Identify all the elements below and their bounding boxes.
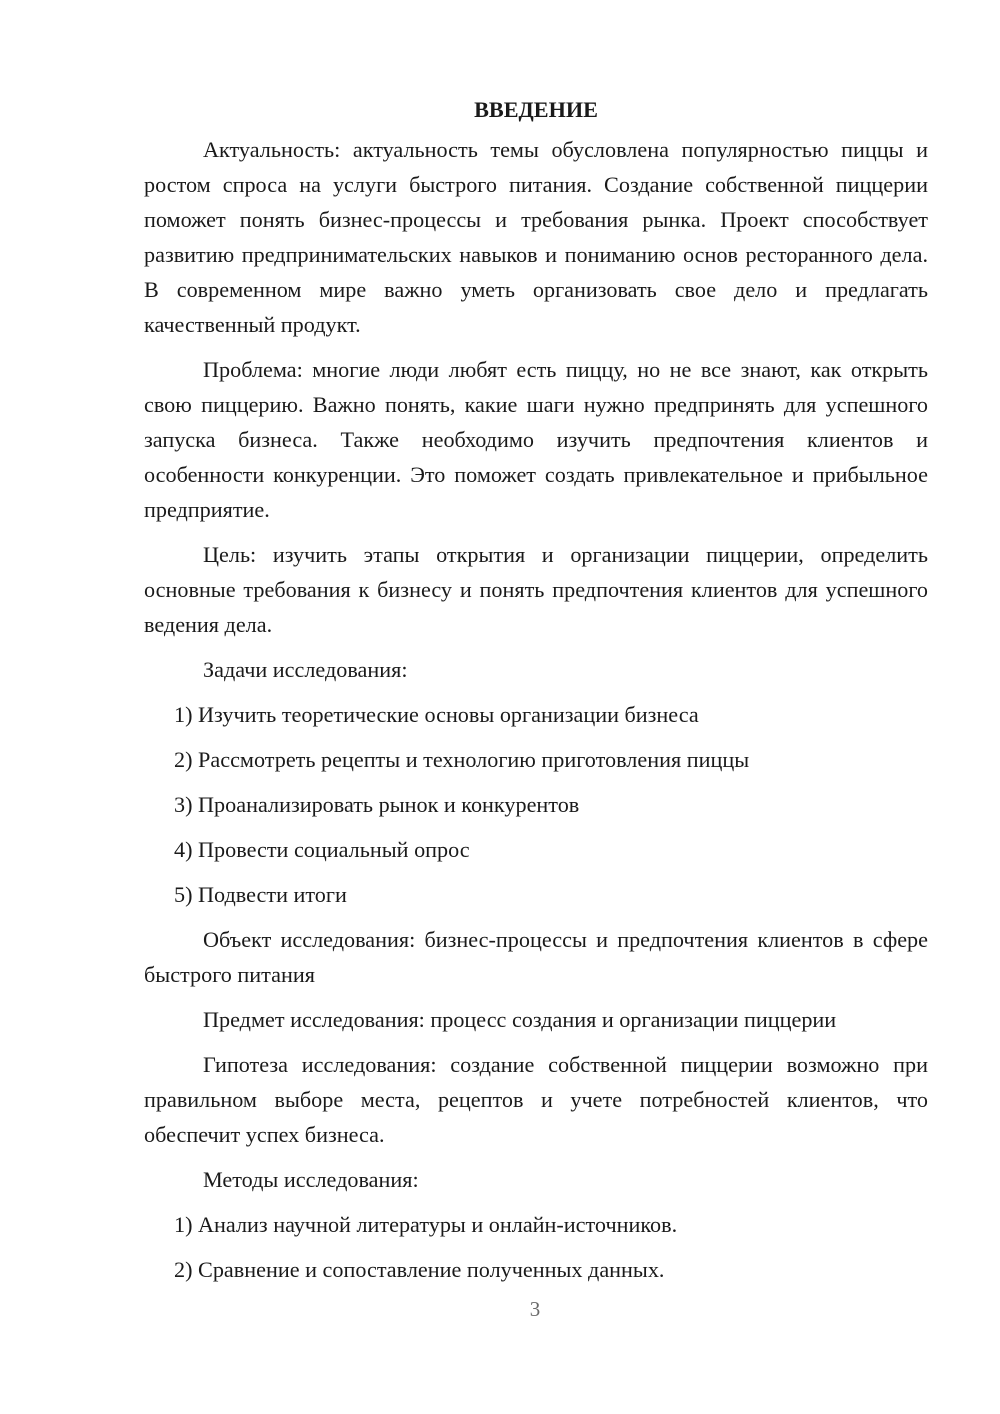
tasks-label: Задачи исследования: [203,657,408,682]
method-item: 2) Сравнение и сопоставление полученных данных. [174,1257,665,1282]
method-item: 1) Анализ научной литературы и онлайн-источников. [174,1212,678,1237]
task-item: 3) Проанализировать рынок и конкурентов [174,792,580,817]
object-paragraph: Объект исследования: бизнес-процессы и предпочтения клиентов в сфере быстрого питания [144,927,928,987]
problem-paragraph: Проблема: многие люди любят есть пиццу, но не все знают, как открыть свою пиццерию. Важно понять, какие шаги нужно предпринять для успешного запуска бизнеса. Также необходимо изучить предпочтения клиентов и особенности конкуренции. Это поможет создать привлекательное и прибыльное предприятие. [144,357,928,522]
page-number: 3 [529,1297,541,1321]
hypothesis-paragraph: Гипотеза исследования: создание собственной пиццерии возможно при правильном выборе места, рецептов и учете потребностей клиентов, что обеспечит успех бизнеса. [144,1052,928,1147]
task-item: 4) Провести социальный опрос [174,837,470,862]
section-heading: ВВЕДЕНИЕ [474,97,598,122]
document-page [144,92,928,1297]
subject-paragraph: Предмет исследования: процесс создания и организации пиццерии [203,1007,837,1032]
task-item: 2) Рассмотреть рецепты и технологию приготовления пиццы [174,747,750,772]
relevance-paragraph: Актуальность: актуальность темы обусловлена популярностью пиццы и ростом спроса на услуги быстрого питания. Создание собственной пиццерии поможет понять бизнес-процессы и требования рынка. Проект способствует развитию предпринимательских навыков и пониманию основ ресторанного дела. В современном мире важно уметь организовать свое дело и предлагать качественный продукт. [144,137,928,337]
task-item: 5) Подвести итоги [174,882,347,907]
methods-label: Методы исследования: [203,1167,419,1192]
task-item: 1) Изучить теоретические основы организации бизнеса [174,702,699,727]
goal-paragraph: Цель: изучить этапы открытия и организации пиццерии, определить основные требования к бизнесу и понять предпочтения клиентов для успешного ведения дела. [144,542,928,637]
